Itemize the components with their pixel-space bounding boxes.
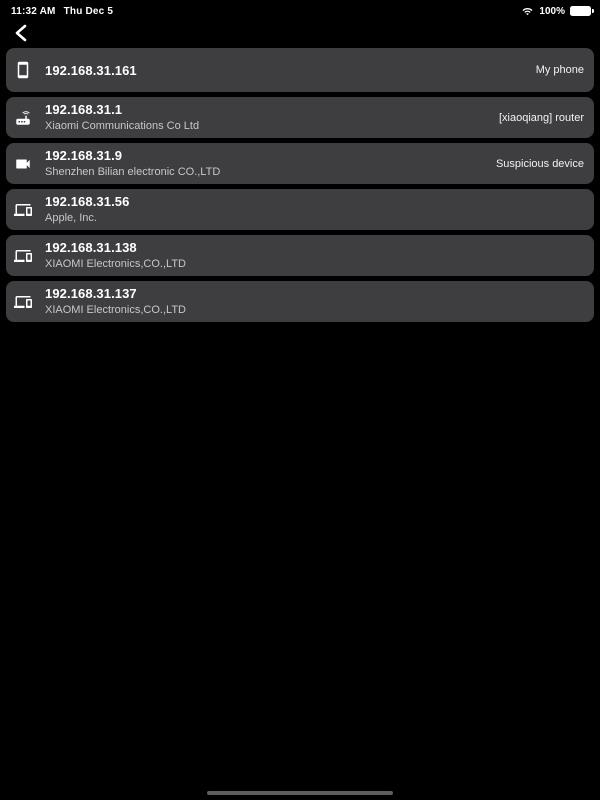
- device-text: [45, 286, 584, 317]
- device-row[interactable]: [6, 281, 594, 322]
- back-button[interactable]: [8, 22, 34, 46]
- wifi-icon: [521, 6, 534, 17]
- device-label: [xiaoqiang] router: [499, 111, 584, 124]
- chevron-left-icon: [15, 24, 27, 45]
- nav-bar: [0, 20, 600, 48]
- device-vendor: Apple, Inc.: [45, 212, 97, 224]
- devices-icon: [14, 247, 32, 265]
- device-text: [45, 148, 488, 179]
- device-row[interactable]: [6, 97, 594, 138]
- device-row[interactable]: [6, 189, 594, 230]
- device-text: [45, 240, 584, 271]
- device-text: [45, 63, 528, 78]
- device-list: [6, 48, 594, 322]
- device-ip: 192.168.31.56: [45, 194, 130, 209]
- device-label: My phone: [535, 64, 584, 76]
- device-ip: 192.168.31.1: [45, 102, 123, 117]
- device-row[interactable]: [6, 143, 594, 184]
- device-ip: 192.168.31.137: [45, 286, 137, 301]
- device-vendor: XIAOMI Electronics,CO.,LTD: [45, 304, 186, 316]
- device-text: [45, 102, 491, 133]
- status-bar-right: [521, 6, 591, 17]
- battery-icon: [570, 6, 591, 16]
- status-bar: [0, 0, 600, 20]
- device-text: [45, 194, 584, 225]
- smartphone-icon: [14, 61, 32, 79]
- device-row[interactable]: [6, 48, 594, 92]
- device-label: Suspicious device: [495, 157, 584, 170]
- device-vendor: Xiaomi Communications Co Ltd: [45, 120, 200, 132]
- clock-date: Thu Dec 5: [63, 5, 114, 17]
- device-ip: 192.168.31.161: [45, 62, 137, 78]
- router-icon: [14, 109, 32, 127]
- device-ip: 192.168.31.138: [45, 240, 137, 255]
- battery-percent: 100%: [539, 5, 565, 17]
- video-camera-icon: [14, 155, 32, 173]
- device-ip: 192.168.31.9: [45, 148, 123, 163]
- device-vendor: XIAOMI Electronics,CO.,LTD: [45, 258, 186, 270]
- device-row[interactable]: [6, 235, 594, 276]
- clock-time: 11:32 AM: [11, 5, 56, 17]
- devices-icon: [14, 201, 32, 219]
- devices-icon: [14, 293, 32, 311]
- home-indicator[interactable]: [207, 791, 393, 795]
- device-vendor: Shenzhen Bilian electronic CO.,LTD: [45, 166, 221, 178]
- status-bar-left: [11, 6, 113, 17]
